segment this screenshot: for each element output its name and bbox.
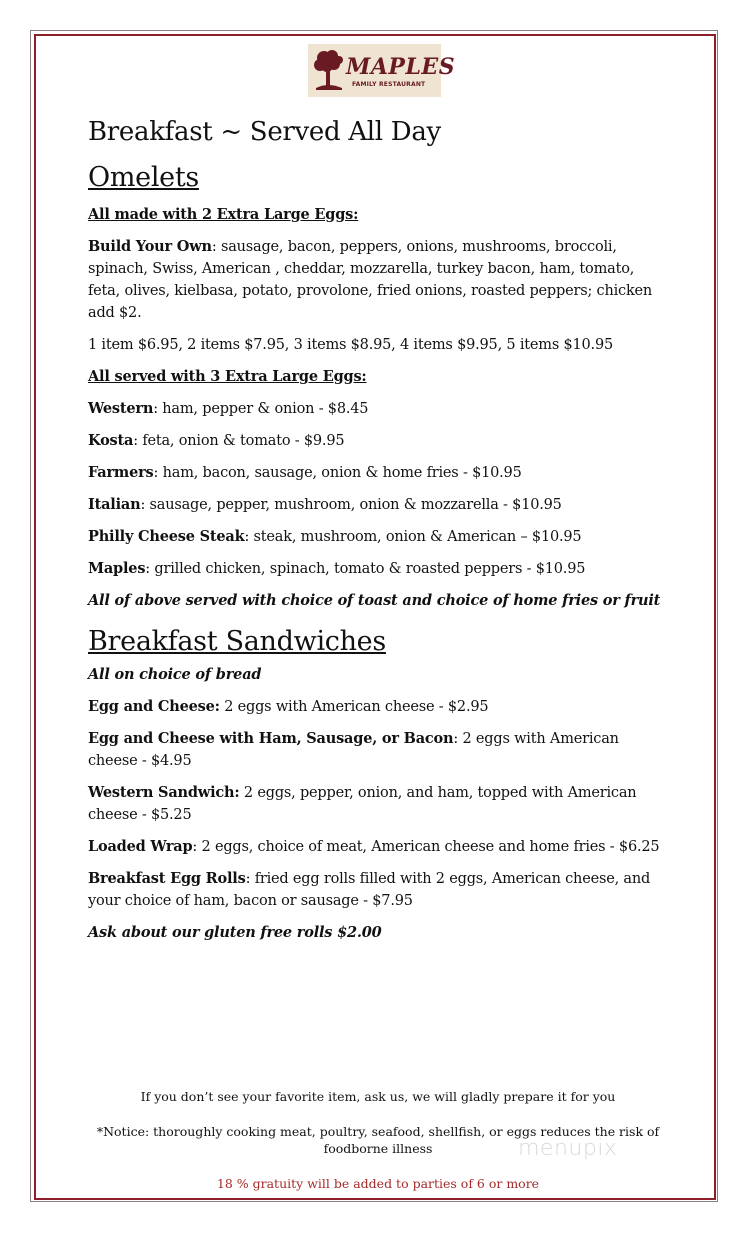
item-name: Farmers [88, 464, 154, 481]
item-desc: 2 eggs, pepper, onion, and ham, topped with American cheese - $5.25 [88, 785, 637, 823]
tree-icon [312, 48, 348, 92]
item-name: Breakfast Egg Rolls [88, 870, 246, 887]
watermark: menupix [518, 1136, 618, 1161]
restaurant-logo [308, 44, 456, 97]
item-name: Build Your Own [88, 238, 212, 255]
sandwiches-note: All on choice of bread [88, 666, 262, 683]
item-desc: : ham, bacon, sausage, onion & home fries - $10.95 [153, 465, 522, 481]
menu-content [88, 112, 668, 944]
item-desc: 2 eggs with American cheese - $2.95 [219, 699, 489, 715]
item-desc: : grilled chicken, spinach, tomato & roasted peppers - $10.95 [145, 561, 586, 577]
item-name: Egg and Cheese with Ham, Sausage, or Bacon [88, 730, 454, 747]
logo-subtitle: FAMILY RESTAURANT [352, 81, 426, 88]
section-heading-sandwiches: Breakfast Sandwiches [88, 626, 386, 657]
menu-item [88, 462, 668, 484]
item-desc: : sausage, bacon, peppers, onions, mushrooms, broccoli, spinach, Swiss, American , cheddar, mozzarella, turkey bacon, ham, tomato, feta, olives, kielbasa, potato, provolone, fried onions, roasted peppers; chicken add $2. [88, 239, 653, 321]
omelets-subhead-2-eggs: All made with 2 Extra Large Eggs: [88, 206, 359, 223]
item-desc: : 2 eggs with American cheese - $4.95 [88, 731, 619, 769]
item-name: Egg and Cheese: [88, 698, 220, 715]
menu-item [88, 398, 668, 420]
item-desc: : ham, pepper & onion - $8.45 [153, 401, 369, 417]
item-name: Western Sandwich: [88, 784, 240, 801]
item-name: Philly Cheese Steak [88, 528, 245, 545]
menu-item [88, 526, 668, 548]
omelets-subhead-3-eggs: All served with 3 Extra Large Eggs: [88, 368, 367, 385]
item-desc: : sausage, pepper, mushroom, onion & mozzarella - $10.95 [140, 497, 562, 513]
menu-item [88, 696, 668, 718]
item-desc: : fried egg rolls filled with 2 eggs, American cheese, and your choice of ham, bacon or sausage - $7.95 [88, 871, 651, 909]
menu-item [88, 494, 668, 516]
menu-item [88, 558, 668, 580]
logo-name: MAPLES [346, 54, 456, 80]
menu-item [88, 728, 668, 772]
footer-gratuity-note: 18 % gratuity will be added to parties of 6 or more [216, 1176, 540, 1191]
item-name: Western [88, 400, 154, 417]
item-name: Maples [88, 560, 146, 577]
omelets-note: All of above served with choice of toast and choice of home fries or fruit [88, 592, 661, 609]
section-heading-omelets: Omelets [88, 162, 199, 193]
item-desc: : 2 eggs, choice of meat, American cheese and home fries - $6.25 [192, 839, 660, 855]
page-title: Breakfast ~ Served All Day [88, 117, 441, 147]
omelet-pricing: 1 item $6.95, 2 items $7.95, 3 items $8.95, 4 items $9.95, 5 items $10.95 [88, 337, 614, 353]
gluten-free-note: Ask about our gluten free rolls $2.00 [88, 924, 382, 941]
menu-item [88, 430, 668, 452]
menu-item [88, 868, 668, 912]
menu-item [88, 782, 668, 826]
menu-item [88, 836, 668, 858]
item-name: Loaded Wrap [88, 838, 193, 855]
footer-food-notice: *Notice: thoroughly cooking meat, poultry, seafood, shellfish, or eggs reduces the risk of foodborne illness [96, 1124, 660, 1156]
footer-request-note: If you don’t see your favorite item, ask us, we will gladly prepare it for you [140, 1089, 616, 1104]
item-name: Italian [88, 496, 141, 513]
item-desc: : feta, onion & tomato - $9.95 [133, 433, 345, 449]
item-name: Kosta [88, 432, 134, 449]
item-desc: : steak, mushroom, onion & American – $10.95 [244, 529, 582, 545]
menu-item-build-your-own [88, 236, 668, 324]
